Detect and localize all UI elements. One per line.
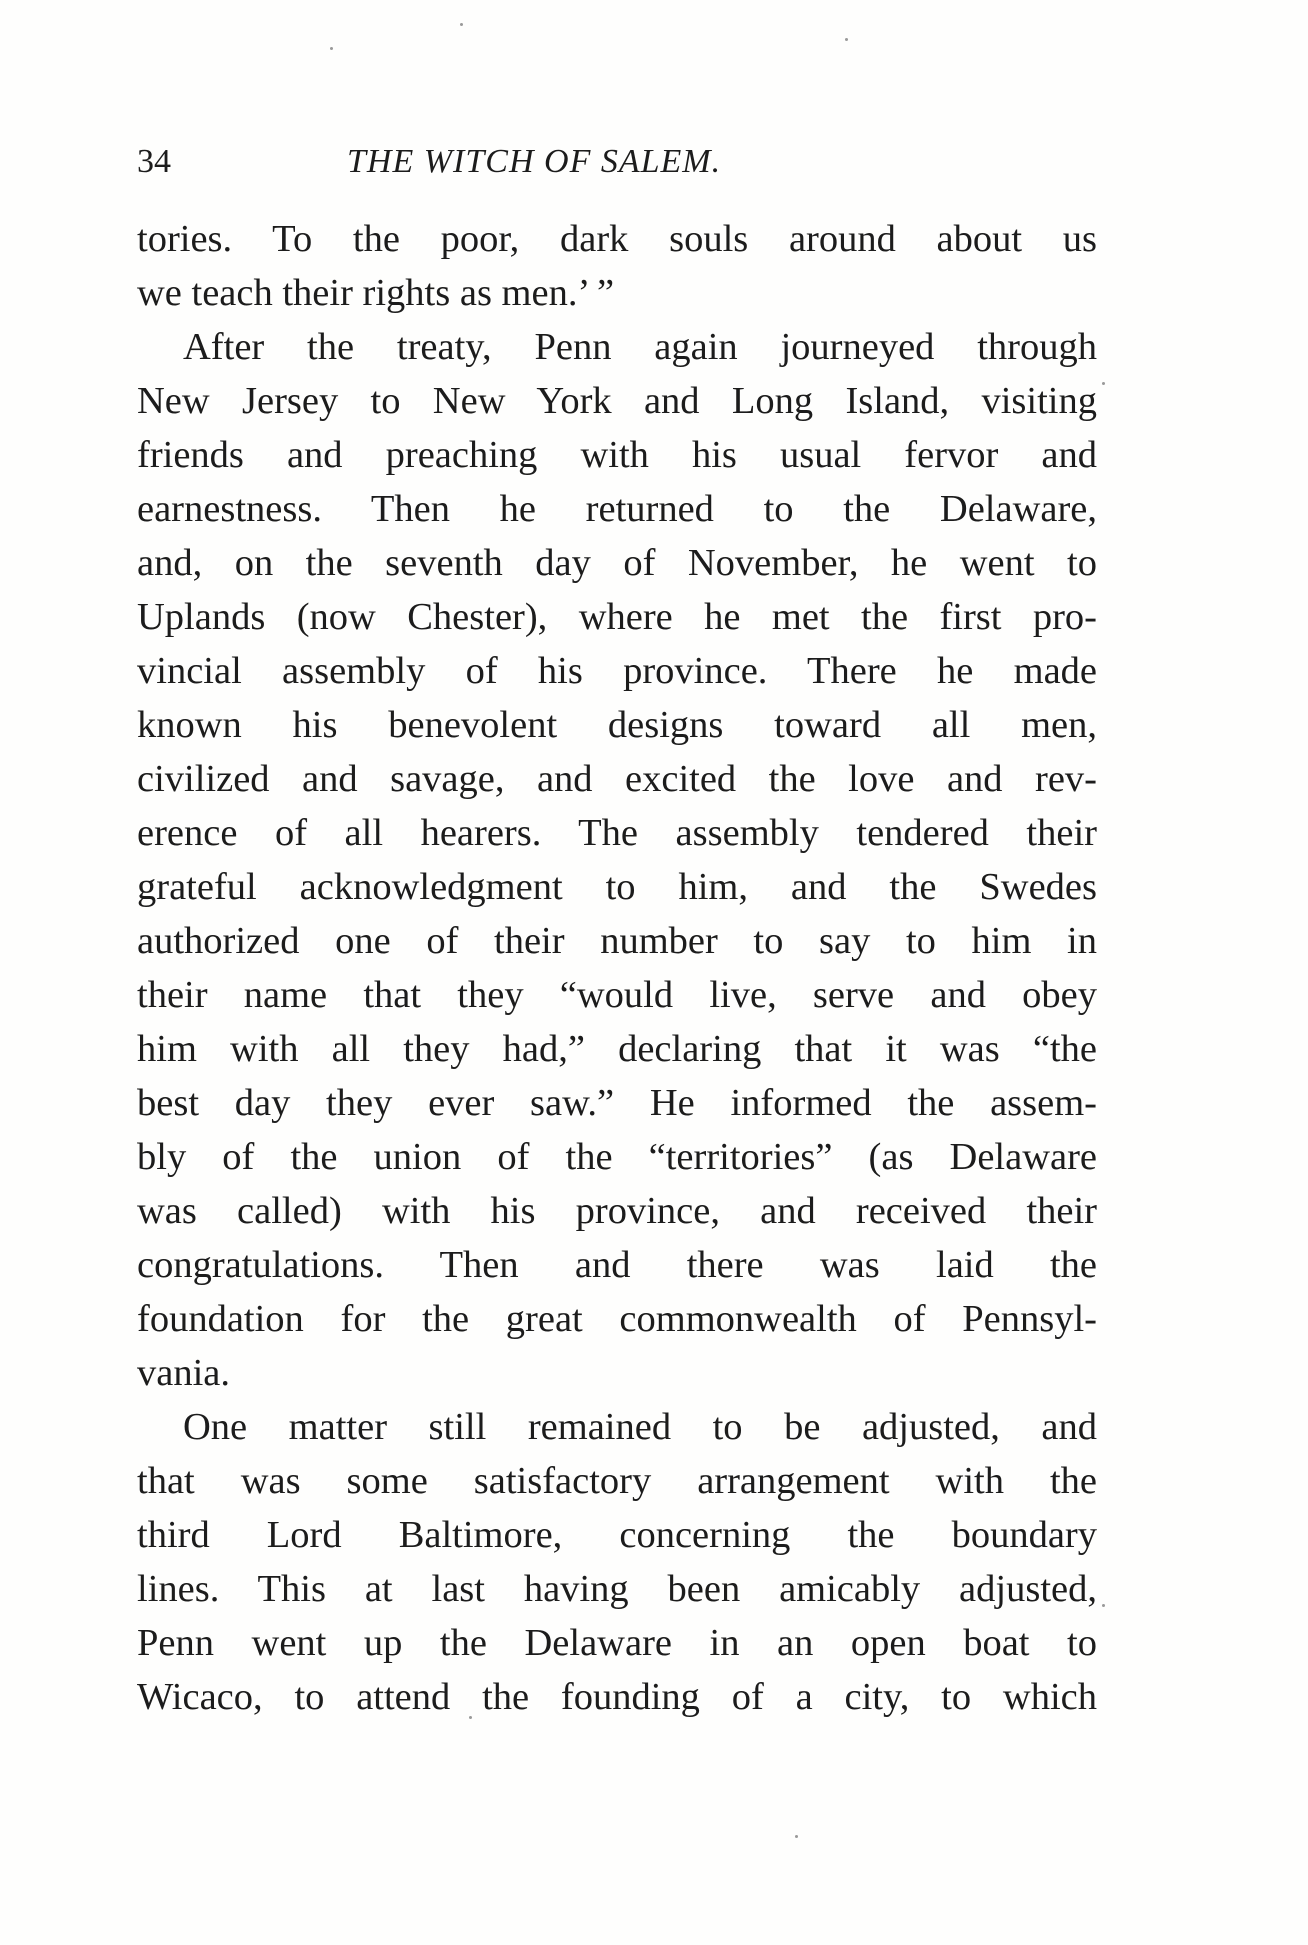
print-speck <box>795 1835 798 1838</box>
text-line: bly of the union of the “territories” (as Delaware <box>137 1136 1097 1178</box>
text-line: best day they ever saw.” He informed the assem- <box>137 1082 1097 1124</box>
text-line: friends and preaching with his usual fervor and <box>137 434 1097 476</box>
print-speck <box>1102 1604 1105 1607</box>
text-line: known his benevolent designs toward all men, <box>137 704 1097 746</box>
text-line: vincial assembly of his province. There he made <box>137 650 1097 692</box>
text-line: erence of all hearers. The assembly tendered their <box>137 812 1097 854</box>
text-line: Penn went up the Delaware in an open boat to <box>137 1622 1097 1664</box>
text-line: earnestness. Then he returned to the Delaware, <box>137 488 1097 530</box>
text-line: foundation for the great commonwealth of Pennsyl- <box>137 1298 1097 1340</box>
text-line: authorized one of their number to say to him in <box>137 920 1097 962</box>
text-line: Uplands (now Chester), where he met the first pro- <box>137 596 1097 638</box>
page-number: 34 <box>137 143 171 180</box>
text-line: grateful acknowledgment to him, and the Swedes <box>137 866 1097 908</box>
text-line: him with all they had,” declaring that it was “the <box>137 1028 1097 1070</box>
text-line: was called) with his province, and received their <box>137 1190 1097 1232</box>
print-speck <box>460 23 463 26</box>
text-line: their name that they “would live, serve and obey <box>137 974 1097 1016</box>
running-title: THE WITCH OF SALEM. <box>347 143 722 180</box>
print-speck <box>330 47 333 50</box>
text-line: that was some satisfactory arrangement with the <box>137 1460 1097 1502</box>
text-line: After the treaty, Penn again journeyed through <box>183 326 1097 368</box>
text-line: tories. To the poor, dark souls around about us <box>137 218 1097 260</box>
text-line: lines. This at last having been amicably adjusted, <box>137 1568 1097 1610</box>
text-line: One matter still remained to be adjusted, and <box>183 1406 1097 1448</box>
running-head <box>137 142 1097 192</box>
text-line: Wicaco, to attend the founding of a city, to which <box>137 1676 1097 1718</box>
print-speck <box>1102 382 1105 385</box>
print-speck <box>845 38 848 41</box>
text-line: third Lord Baltimore, concerning the boundary <box>137 1514 1097 1556</box>
text-line: civilized and savage, and excited the love and rev- <box>137 758 1097 800</box>
text-line: vania. <box>137 1352 230 1394</box>
text-line: and, on the seventh day of November, he went to <box>137 542 1097 584</box>
text-line: New Jersey to New York and Long Island, visiting <box>137 380 1097 422</box>
text-line: we teach their rights as men.’ ” <box>137 272 615 314</box>
text-line: congratulations. Then and there was laid the <box>137 1244 1097 1286</box>
body-text <box>137 212 1097 1724</box>
